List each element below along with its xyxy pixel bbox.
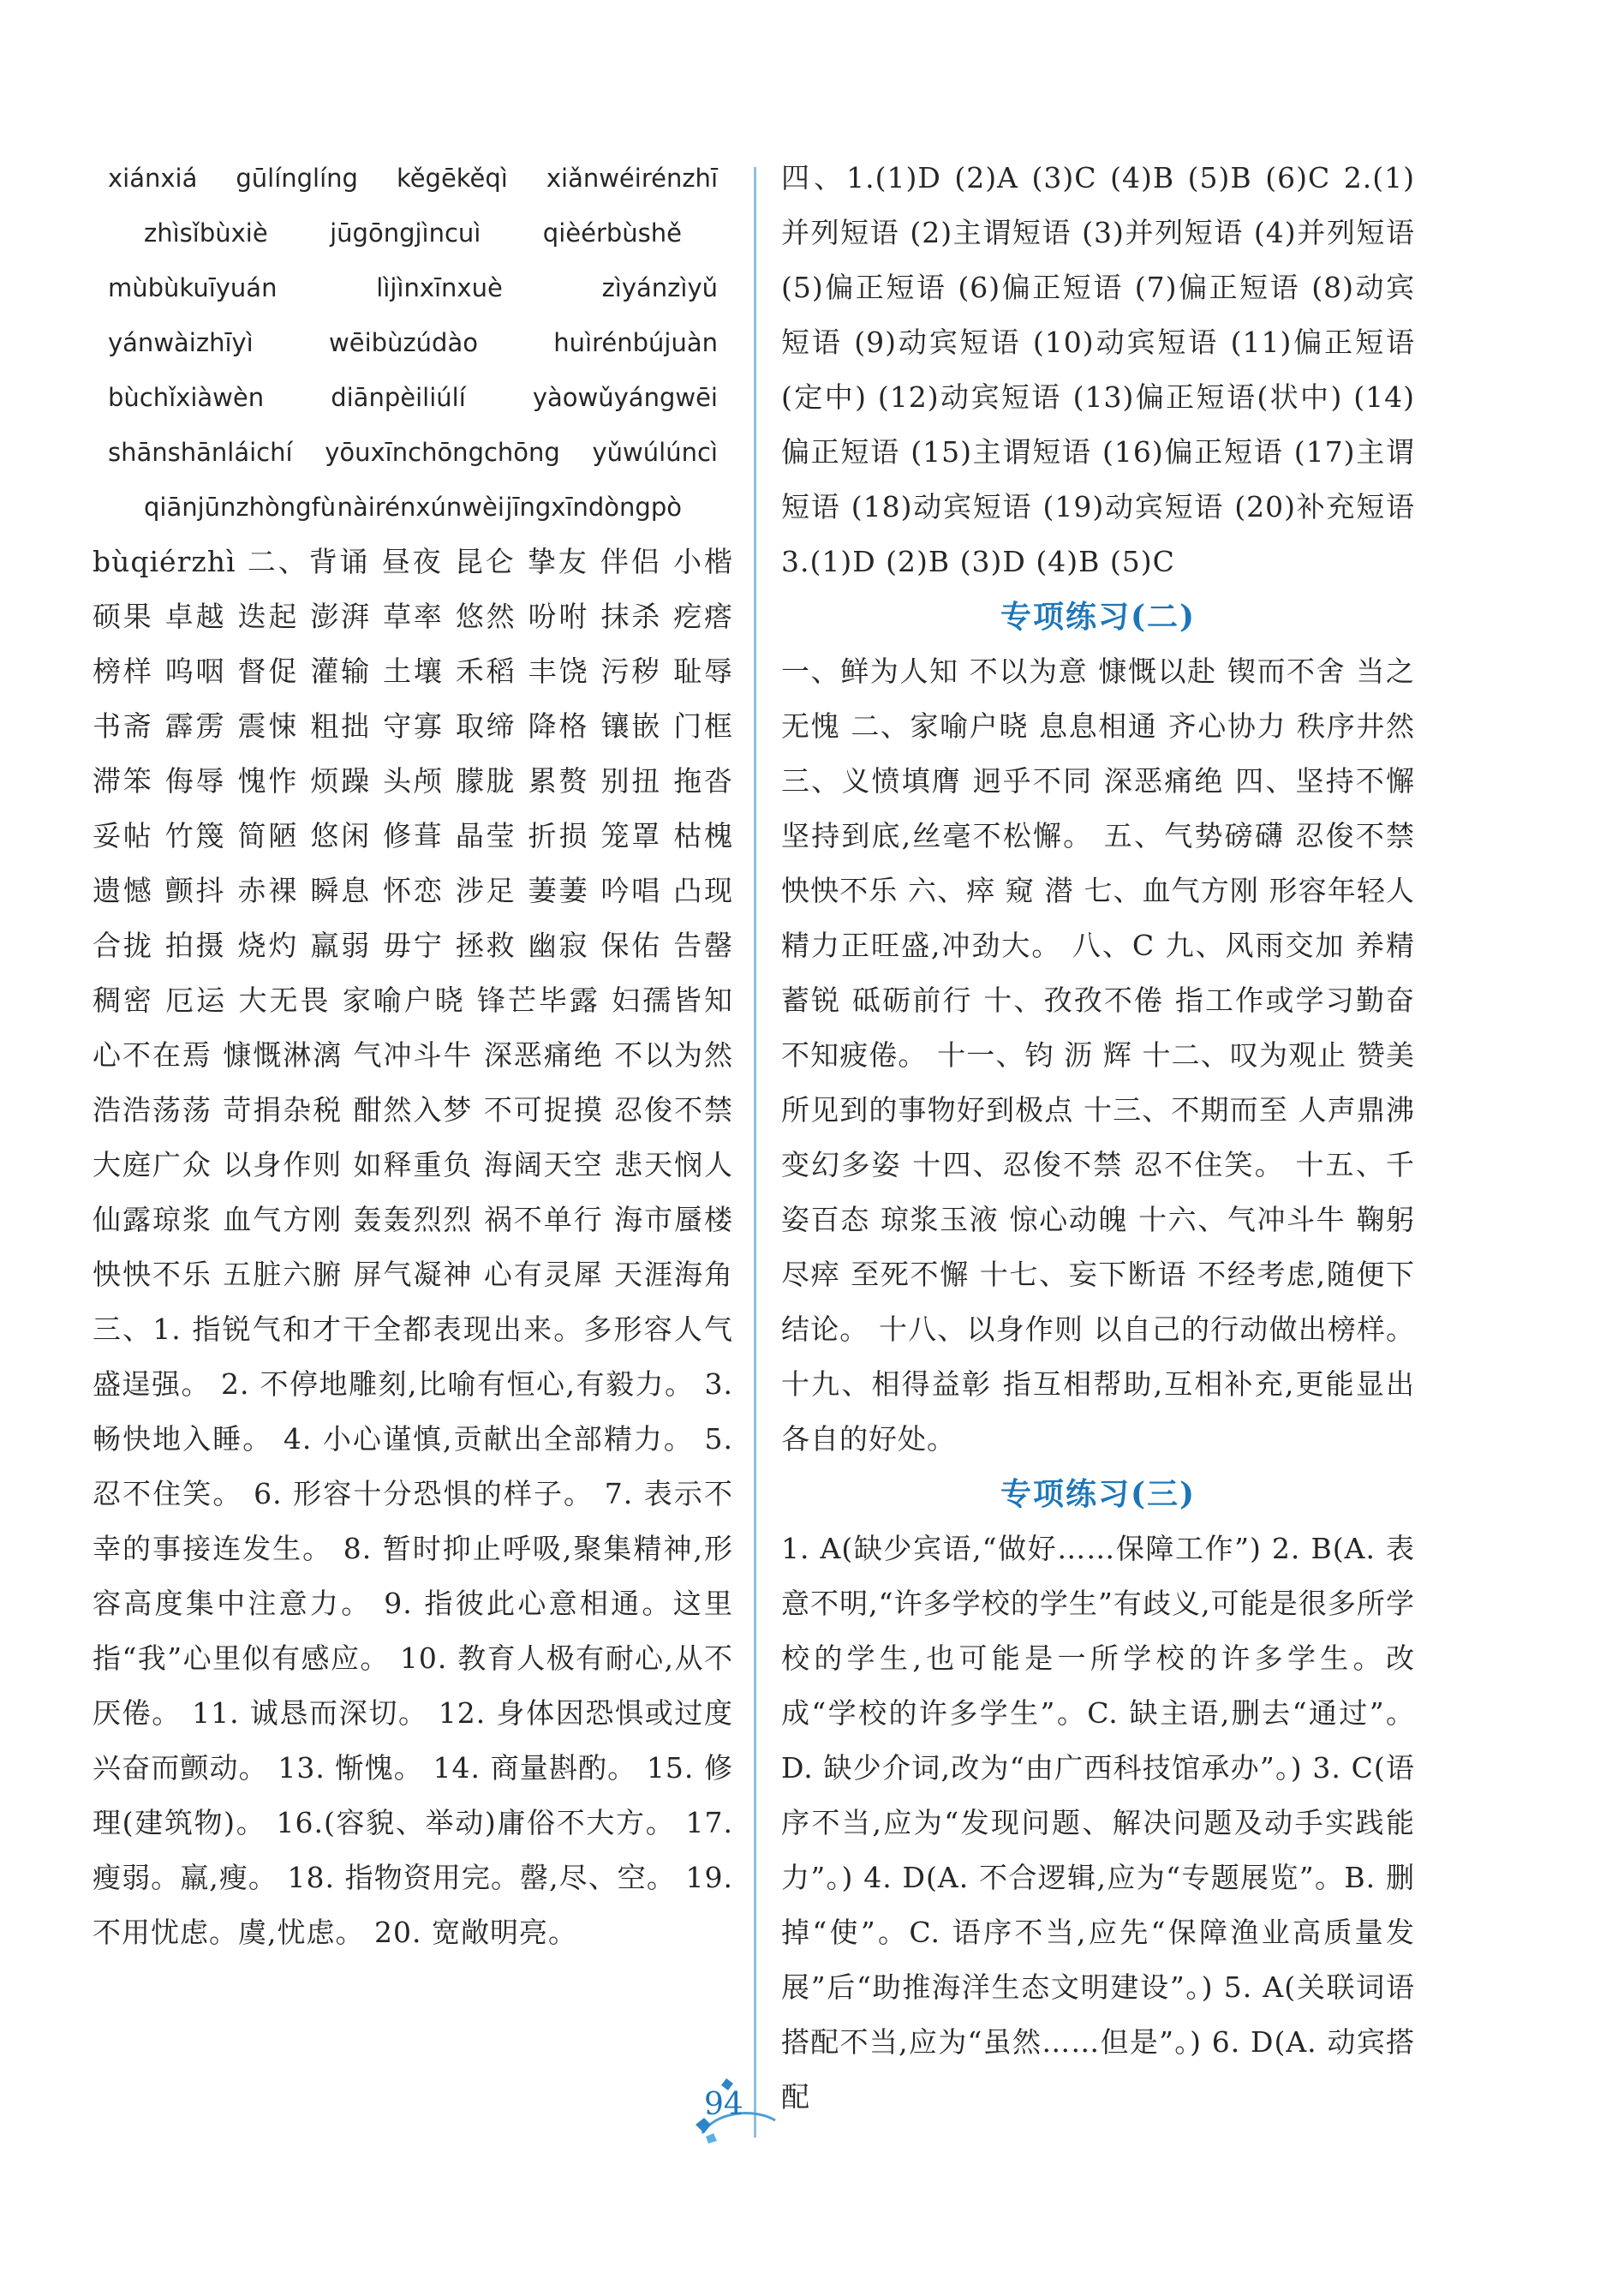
pinyin-word: zìyánzìyǔ bbox=[601, 273, 718, 302]
pinyin-line bbox=[93, 260, 733, 315]
pinyin-word: kěgēkěqì bbox=[396, 164, 508, 193]
pinyin-line bbox=[93, 370, 733, 425]
pinyin-word: lìjìnxīnxuè bbox=[376, 273, 503, 302]
pinyin-word: wēibùzúdào bbox=[329, 328, 478, 357]
pinyin-word: xiǎnwéirénzhī bbox=[546, 164, 718, 193]
column-divider bbox=[754, 167, 756, 2137]
section-title-practice-2: 专项练习(二) bbox=[1000, 599, 1197, 635]
pinyin-word: yánwàizhīyì bbox=[108, 328, 254, 357]
pinyin-word: diānpèiliúlí bbox=[331, 383, 466, 412]
pinyin-line bbox=[93, 480, 733, 535]
pinyin-word: xiánxiá bbox=[108, 164, 198, 193]
pinyin-word: bùchǐxiàwèn bbox=[108, 383, 265, 412]
vocabulary-answers: bùqiérzhì 二、背诵 昼夜 昆仑 挚友 伴侣 小楷 硕果 卓越 迭起 澎湃 草率 悠然 吩咐 抹杀 疙瘩 榜样 呜咽 督促 灌输 土壤 禾稻 丰饶 污秽 耻辱 书斋 霹雳 震悚 粗拙 守寡 取缔 降格 镶嵌 门框 滞笨 侮辱 愧怍 烦躁 头颅 朦胧 累赘 别扭 拖沓 妥帖 竹篾 简陋 悠闲 修葺 晶莹 折损 笼罩 枯槐 遗憾 颤抖 赤裸 瞬息 怀恋 涉足 萋萋 吟唱 凸现 合拢 拍摄 烧灼 羸弱 毋宁 拯救 幽寂 保佑 告罄 稠密 厄运 大无畏 家喻户晓 锋芒毕露 妇孺皆知 心不在焉 慷慨淋漓 气冲斗牛 深恶痛绝 不以为然 浩浩荡荡 苛捐杂税 酣然入梦 不可捉摸 忍俊不禁 大庭广众 以身作则 如释重负 海阔天空 悲天悯人 仙露琼浆 血气方刚 轰轰烈烈 祸不单行 海市蜃楼 怏怏不乐 五脏六腑 屏气凝神 心有灵犀 天涯海角 三、1. 指锐气和才干全都表现出来。多形容人气盛逞强。 2. 不停地雕刻,比喻有恒心,有毅力。 3. 畅快地入睡。 4. 小心谨慎,贡献出全部精力。 5. 忍不住笑。 6. 形容十分恐惧的样子。 7. 表示不幸的事接连发生。 8. 暂时抑止呼吸,聚集精神,形容高度集中注意力。 9. 指彼此心意相通。这里指“我”心里似有感应。 10. 教育人极有耐心,从不厌倦。 11. 诚恳而深切。 12. 身体因恐惧或过度兴奋而颤动。 13. 惭愧。 14. 商量斟酌。 15. 修理(建筑物)。 16.(容貌、举动)庸俗不大方。 17. 瘦弱。羸,瘦。 18. 指物资用完。罄,尽、空。 19. 不用忧虑。虞,忧虑。 20. 宽敞明亮。 bbox=[93, 545, 733, 1949]
page-number-ornament bbox=[685, 2073, 788, 2150]
pinyin-word: jīngxīndòngpò bbox=[505, 493, 682, 522]
pinyin-word: yōuxīnchōngchōng bbox=[325, 438, 560, 467]
practice-3-answers: 1. A(缺少宾语,“做好……保障工作”) 2. B(A. 表意不明,“许多学校的学生”有歧义,可能是很多所学校的学生,也可能是一所学校的许多学生。改成“学校的许多学生”。C. 缺主语,删去“通过”。D. 缺少介词,改为“由广西科技馆承办”。) 3. C(语序不当,应为“发现问题、解决问题及动手实践能力”。) 4. D(A. 不合逻辑,应为“专题展览”。B. 删掉“使”。C. 语序不当,应先“保障渔业高质量发展”后“助推海洋生态文明建设”。) 5. A(关联词语搭配不当,应为“虽然……但是”。) 6. D(A. 动宾搭配 bbox=[781, 1532, 1415, 2114]
pinyin-word: yǔwúlúncì bbox=[592, 438, 718, 467]
pinyin-word: huìrénbújuàn bbox=[553, 328, 718, 357]
pinyin-line bbox=[93, 151, 733, 206]
page-number: 94 bbox=[704, 2087, 743, 2122]
pinyin-word: qièérbùshě bbox=[542, 218, 682, 248]
left-column bbox=[93, 151, 733, 1960]
section-title-practice-3: 专项练习(三) bbox=[1000, 1476, 1197, 1512]
pinyin-word: nàirénxúnwèi bbox=[337, 493, 505, 522]
pinyin-word: jūgōngjìncuì bbox=[330, 218, 481, 248]
pinyin-word: zhìsǐbùxiè bbox=[144, 218, 268, 248]
pinyin-line bbox=[93, 315, 733, 370]
pinyin-line bbox=[93, 425, 733, 480]
pinyin-line bbox=[93, 206, 733, 260]
phrase-answers: 四、1.(1)D (2)A (3)C (4)B (5)B (6)C 2.(1)并列短语 (2)主谓短语 (3)并列短语 (4)并列短语 (5)偏正短语 (6)偏正短语 (7)偏正短语 (8)动宾短语 (9)动宾短语 (10)动宾短语 (11)偏正短语(定中) (12)动宾短语 (13)偏正短语(状中) (14)偏正短语 (15)主谓短语 (16)偏正短语 (17)主谓短语 (18)动宾短语 (19)动宾短语 (20)补充短语 3.(1)D (2)B (3)D (4)B (5)C bbox=[781, 161, 1415, 578]
right-column bbox=[781, 151, 1415, 2125]
pinyin-word: yàowǔyángwēi bbox=[532, 383, 718, 412]
pinyin-word: mùbùkuīyuán bbox=[108, 273, 278, 302]
pinyin-word: qiānjūnzhòngfù bbox=[144, 493, 337, 522]
practice-2-answers: 一、鲜为人知 不以为意 慷慨以赴 锲而不舍 当之无愧 二、家喻户晓 息息相通 齐心协力 秩序井然 三、义愤填膺 迥乎不同 深恶痛绝 四、坚持不懈 坚持到底,丝毫不松懈。 五、气势磅礴 忍俊不禁 怏怏不乐 六、瘁 窥 潜 七、血气方刚 形容年轻人精力正旺盛,冲劲大。 八、C 九、风雨交加 养精蓄锐 砥砺前行 十、孜孜不倦 指工作或学习勤奋不知疲倦。 十一、钧 沥 辉 十二、叹为观止 赞美所见到的事物好到极点 十三、不期而至 人声鼎沸 变幻多姿 十四、忍俊不禁 忍不住笑。 十五、千姿百态 琼浆玉液 惊心动魄 十六、气冲斗牛 鞠躬尽瘁 至死不懈 十七、妄下断语 不经考虑,随便下结论。 十八、以身作则 以自己的行动做出榜样。 十九、相得益彰 指互相帮助,互相补充,更能显出各自的好处。 bbox=[781, 655, 1415, 1456]
pinyin-word: shānshānláichí bbox=[108, 438, 293, 467]
pinyin-word: gūlínglíng bbox=[236, 164, 358, 193]
